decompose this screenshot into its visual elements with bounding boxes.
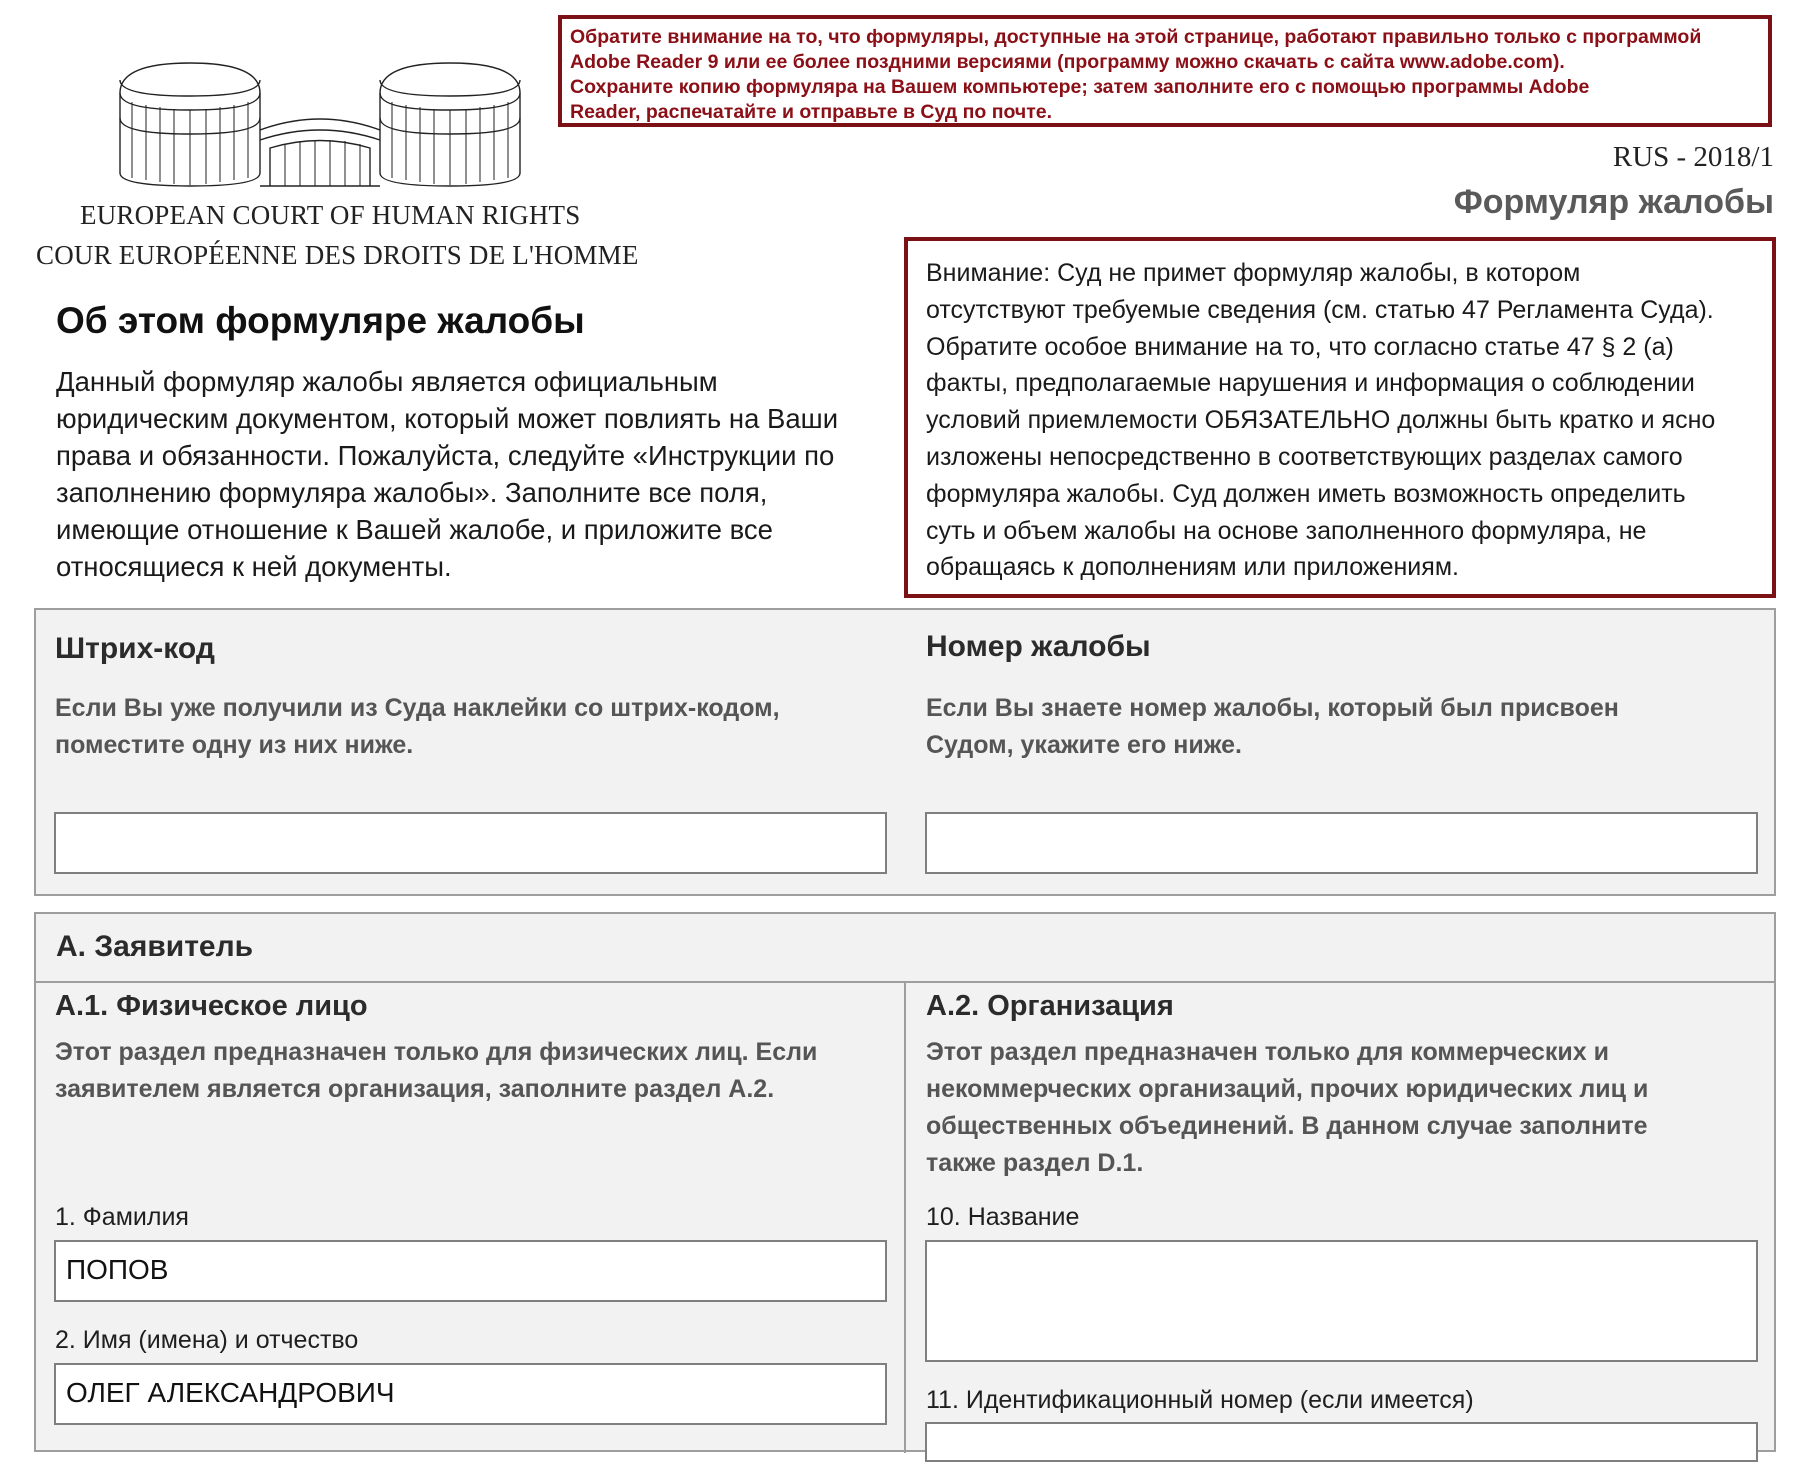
first-name-input[interactable]: ОЛЕГ АЛЕКСАНДРОВИЧ [54, 1363, 887, 1425]
form-code: RUS - 2018/1 [1612, 141, 1774, 173]
appno-desc-line: Если Вы знаете номер жалобы, который был присвоен [926, 694, 1619, 722]
warning-line: Обратите особое внимание на то, что согласно статье 47 § 2 (а) [926, 332, 1674, 361]
about-line: Данный формуляр жалобы является официальным [56, 366, 718, 397]
warning-line: обращаясь к дополнениям или приложениям. [926, 553, 1459, 582]
barcode-desc-line: Если Вы уже получили из Суда наклейки со штрих-кодом, [55, 694, 780, 722]
warning-line: формуляра жалобы. Суд должен иметь возможность определить [926, 479, 1686, 508]
barcode-title: Штрих-код [55, 632, 215, 665]
form-title: Формуляр жалобы [1453, 183, 1774, 221]
barcode-description [55, 690, 875, 764]
barcode-desc-line: поместите одну из них ниже. [55, 731, 414, 759]
organisation-section-title: A.2. Организация [926, 990, 1174, 1022]
application-number-description [926, 690, 1746, 764]
first-name-label: 2. Имя (имена) и отчество [55, 1326, 359, 1354]
notice-line: Обратите внимание на то, что формуляры, доступные на этой странице, работают правильно только с программой [570, 26, 1702, 48]
organisation-desc-line: некоммерческих организаций, прочих юридических лиц и [926, 1075, 1649, 1103]
about-line: имеющие отношение к Вашей жалобе, и приложите все [56, 514, 773, 545]
application-number-input[interactable] [925, 812, 1758, 874]
organisation-section-description [926, 1034, 1746, 1182]
application-number-title: Номер жалобы [926, 630, 1151, 663]
warning-line: суть и объем жалобы на основе заполненного формуляра, не [926, 516, 1647, 545]
warning-line: изложены непосредственно в соответствующих разделах самого [926, 442, 1683, 471]
notice-line: Adobe Reader 9 или ее более поздними версиями (программу можно скачать с сайта www.adobe.com). [570, 51, 1565, 73]
surname-label: 1. Фамилия [55, 1203, 189, 1231]
organisation-desc-line: Этот раздел предназначен только для коммерческих и [926, 1038, 1610, 1066]
organisation-id-input[interactable] [925, 1422, 1758, 1462]
warning-line: условий приемлемости ОБЯЗАТЕЛЬНО должны быть кратко и ясно [926, 406, 1716, 435]
individual-desc-line: Этот раздел предназначен только для физических лиц. Если [55, 1038, 818, 1066]
warning-line: отсутствуют требуемые сведения (см. статью 47 Регламента Суда). [926, 295, 1714, 324]
organisation-name-input[interactable] [925, 1240, 1758, 1362]
individual-section-title: A.1. Физическое лицо [55, 990, 368, 1022]
section-a-column-divider [904, 983, 906, 1453]
notice-line: Сохраните копию формуляра на Вашем компьютере; затем заполните его с помощью программы Adobe [570, 76, 1590, 98]
warning-box [904, 237, 1776, 598]
court-name-english: EUROPEAN COURT OF HUMAN RIGHTS [80, 200, 581, 230]
about-line: заполнению формуляра жалобы». Заполните все поля, [56, 477, 768, 508]
court-building-logo [110, 58, 530, 193]
court-name-french: COUR EUROPÉENNE DES DROITS DE L'HOMME [36, 240, 639, 270]
about-text [56, 363, 896, 585]
about-line: права и обязанности. Пожалуйста, следуйте «Инструкции по [56, 440, 835, 471]
warning-line: факты, предполагаемые нарушения и информация о соблюдении [926, 369, 1695, 398]
about-line: относящиеся к ней документы. [56, 551, 452, 582]
notice-line: Reader, распечатайте и отправьте в Суд по почте. [570, 101, 1053, 123]
about-title: Об этом формуляре жалобы [56, 300, 585, 341]
section-a-title: A. Заявитель [56, 930, 254, 963]
barcode-input[interactable] [54, 812, 887, 874]
about-line: юридическим документом, который может повлиять на Ваши [56, 403, 839, 434]
adobe-reader-notice [558, 15, 1772, 127]
warning-line: Внимание: Суд не примет формуляр жалобы, в котором [926, 259, 1581, 287]
organisation-name-label: 10. Название [926, 1203, 1080, 1231]
organisation-desc-line: общественных объединений. В данном случае заполните [926, 1112, 1648, 1140]
organisation-desc-line: также раздел D.1. [926, 1149, 1144, 1177]
individual-section-description [55, 1034, 895, 1108]
organisation-id-label: 11. Идентификационный номер (если имеется) [926, 1386, 1474, 1414]
surname-input[interactable]: ПОПОВ [54, 1240, 887, 1302]
appno-desc-line: Судом, укажите его ниже. [926, 731, 1242, 759]
individual-desc-line: заявителем является организация, заполните раздел A.2. [55, 1075, 775, 1103]
